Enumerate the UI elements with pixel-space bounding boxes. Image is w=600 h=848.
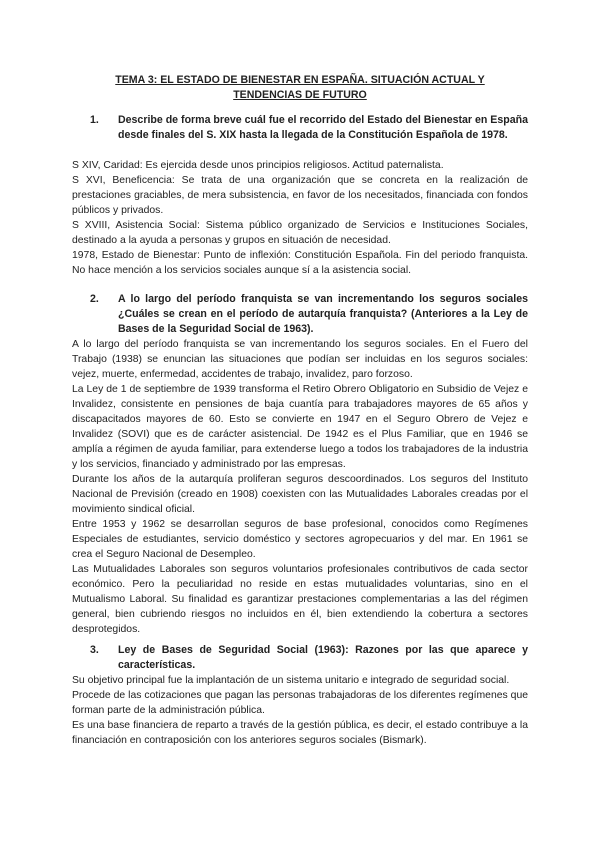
- section-1-body: [72, 158, 528, 278]
- paragraph: S XIV, Caridad: Es ejercida desde unos principios religiosos. Actitud paternalista.: [72, 160, 444, 171]
- section-2-heading: [90, 292, 528, 337]
- paragraph: Procede de las cotizaciones que pagan las personas trabajadoras de los diferentes regímenes que forman parte de la administración pública.: [72, 690, 528, 716]
- paragraph: S XVI, Beneficencia: Se trata de una organización que se concreta en la realización de prestaciones graciables, de mera subsistencia, en favor de los necesitados, financiada con fondos públicos y privados.: [72, 175, 528, 216]
- section-2-body: [72, 337, 528, 637]
- paragraph: La Ley de 1 de septiembre de 1939 transforma el Retiro Obrero Obligatorio en Subsidio de Vejez e Invalidez, consistente en pensiones de baja cuantía para trabajadores mayores de 65 años y discapacitados mayores de 60. Esto se convierte en 1947 en el Seguro Obrero de Vejez e Invalidez (SOVI) que es de carácter asistencial. De 1942 es el Plus Familiar, que en 1946 se amplía a régimen de ayuda familiar, para extenderse luego a todos los trabajadores de la industria y los servicios, financiado y administrado por las empresas.: [72, 384, 528, 470]
- paragraph: S XVIII, Asistencia Social: Sistema público organizado de Servicios e Instituciones Sociales, destinado a la ayuda a personas y grupos en situación de necesidad.: [72, 220, 528, 246]
- document-title: TEMA 3: EL ESTADO DE BIENESTAR EN ESPAÑA. SITUACIÓN ACTUAL Y TENDENCIAS DE FUTURO: [115, 74, 485, 101]
- section-3-number: 3.: [90, 644, 99, 656]
- paragraph: 1978, Estado de Bienestar: Punto de inflexión: Constitución Española. Fin del periodo franquista. No hace mención a los servicios sociales aunque sí a la asistencia social.: [72, 250, 528, 276]
- section-1-heading: [90, 113, 528, 143]
- paragraph: Las Mutualidades Laborales son seguros voluntarios profesionales contributivos de cada sector económico. Pero la peculiaridad no reside en estas mutualidades voluntarias, sino en el Mutualismo Laboral. Su finalidad es garantizar prestaciones complementarias a las del régimen general, bien cubriendo riesgos no incluidos en él, bien extendiendo la cobertura a sectores desprotegidos.: [72, 564, 528, 635]
- paragraph: Durante los años de la autarquía proliferan seguros descoordinados. Los seguros del Instituto Nacional de Previsión (creado en 1908) coexisten con las Mutualidades Laborales creadas por el movimiento sindical oficial.: [72, 474, 528, 515]
- section-2-heading-text: A lo largo del período franquista se van incrementando los seguros sociales ¿Cuáles se crean en el período de autarquía franquista? (Anteriores a la Ley de Bases de la Seguridad Social de 1963).: [118, 293, 528, 335]
- section-2-number: 2.: [90, 293, 99, 305]
- section-3-heading-text: Ley de Bases de Seguridad Social (1963): Razones por las que aparece y características.: [118, 644, 528, 671]
- section-3-heading: [90, 643, 528, 673]
- paragraph: Entre 1953 y 1962 se desarrollan seguros de base profesional, conocidos como Regímenes Especiales de estudiantes, servicio doméstico y sectores agropecuarios y del mar. En 1961 se crea el Seguro Nacional de Desempleo.: [72, 519, 528, 560]
- section-3-body: [72, 673, 528, 748]
- paragraph: Su objetivo principal fue la implantación de un sistema unitario e integrado de seguridad social.: [72, 675, 510, 686]
- section-1-number: 1.: [90, 114, 99, 126]
- paragraph: Es una base financiera de reparto a través de la gestión pública, es decir, el estado contribuye a la financiación en contraposición con los anteriores seguros sociales (Bismark).: [72, 720, 528, 746]
- paragraph: A lo largo del período franquista se van incrementando los seguros sociales. En el Fuero del Trabajo (1938) se enuncian las situaciones que podían ser incluidas en los seguros sociales: vejez, muerte, enfermedad, accidentes de trabajo, invalidez, paro forzoso.: [72, 339, 528, 380]
- section-1-heading-text: Describe de forma breve cuál fue el recorrido del Estado del Bienestar en España desde finales del S. XIX hasta la llegada de la Constitución Española de 1978.: [118, 114, 528, 141]
